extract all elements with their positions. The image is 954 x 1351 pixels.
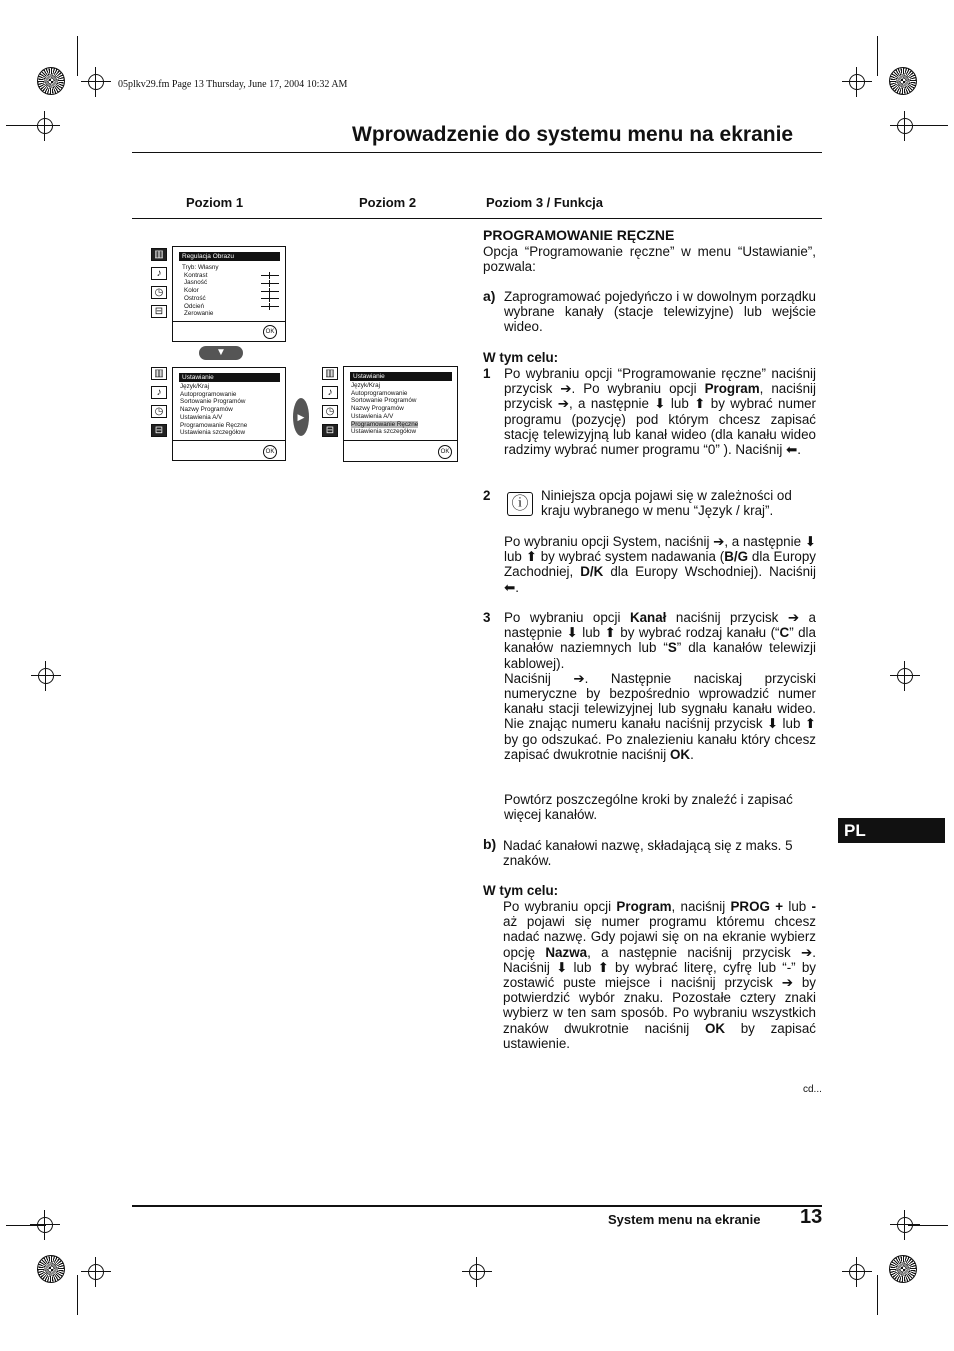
item-b-marker: b) <box>483 836 497 852</box>
column-header-level2: Poziom 2 <box>359 195 417 210</box>
page-title: Wprowadzenie do systemu menu na ekranie <box>352 123 794 146</box>
menu-item: Sortowanie Programów <box>351 397 417 405</box>
registration-mark <box>890 111 920 141</box>
registration-star-bottom-left <box>37 1255 65 1283</box>
step-2-note: Niniejsza opcja pojawi się w zależności od kraju wybranego w menu “Język / kraj”. <box>541 488 792 519</box>
screen-separator <box>173 321 285 322</box>
menu-item: Tryb: Własny <box>182 264 219 271</box>
item-b-instructions: Po wybraniu opcji Program, naciśnij PROG + lub - aż pojawi się numer programu któremu chcesz nadać nazwę. Gdy pojawi się on na ekranie wybierz opcję Nazwa, a następnie naciśnij przycisk ➔. Naciśnij ⬇ lub ⬆ by wybrać literę, cyfrę lub “-” by zostawić puste miejsce i naciśnij przycisk ➔ by potwierdzić wybór znaku. Pozostałe cztery znaki wybierz w ten sam sposób. Po wybraniu wszystkich znaków dwukrotnie naciśnij OK by zapisać ustawienie. <box>503 899 816 1051</box>
step-3-number: 3 <box>483 610 491 625</box>
registration-mark <box>462 1257 492 1287</box>
picture-menu-screen <box>172 246 286 342</box>
setup-menu-icon: ⊟ <box>151 424 167 437</box>
setup-menu-screen-right <box>343 366 458 462</box>
ok-icon: OK <box>263 325 277 339</box>
item-b-text: Nadać kanałowi nazwę, składającą się z maks. 5 znaków. <box>503 838 793 869</box>
picture-menu-icon: ▥ <box>322 367 338 380</box>
ok-icon: OK <box>263 445 277 459</box>
screen-separator <box>173 440 285 441</box>
screen-separator <box>344 440 457 441</box>
step-1-text: Po wybraniu opcji “Programowanie ręczne” naciśnij przycisk ➔. Po wybraniu opcji Program, naciśnij przycisk ➔, a następnie ⬇ lub ⬆ by wybrać numer programu (pozycję) pod którym chcesz zapisać stację telewizyjną lub kanał wideo (dla kanału wideo radzimy wybrać numer programu “0” ). Naciśnij ⬅. <box>504 366 816 458</box>
setup-menu-items <box>180 383 247 437</box>
menu-item: Autoprogramowanie <box>180 390 237 398</box>
step-2-text: Po wybraniu opcji System, naciśnij ➔, a następnie ⬇ lub ⬆ by wybrać system nadawania (B/G dla Europy Zachodniej, D/K dla Europy Wschodniej). Naciśnij ⬅. <box>504 534 816 595</box>
w-tym-celu-heading: W tym celu: <box>483 350 559 365</box>
menu-item: Programowanie Ręczne <box>180 421 248 429</box>
menu-item: Ustawienia szczegółow <box>180 429 246 437</box>
contrast-slider <box>261 275 279 276</box>
crop-line <box>877 36 878 76</box>
crop-line <box>6 1225 46 1226</box>
timer-menu-icon: ◷ <box>151 286 167 299</box>
crop-line <box>908 125 948 126</box>
brightness-slider <box>261 283 279 284</box>
timer-menu-icon: ◷ <box>322 405 338 418</box>
menu-icon-column <box>151 367 169 443</box>
column-header-level1: Poziom 1 <box>186 195 244 210</box>
setup-menu-items <box>351 382 418 436</box>
repeat-paragraph: Powtórz poszczególne kroki by znaleźć i zapisać więcej kanałów. <box>504 792 793 823</box>
menu-item: Kontrast <box>184 271 208 279</box>
registration-star-top-right <box>889 67 917 95</box>
sound-menu-icon: ♪ <box>151 267 167 280</box>
picture-menu-icon: ▥ <box>151 367 167 380</box>
registration-star-bottom-right <box>889 1255 917 1283</box>
setup-menu-screen-left <box>172 367 286 461</box>
menu-item: Nazwy Programów <box>351 405 404 413</box>
menu-item: Ustawienia A/V <box>351 412 394 420</box>
ok-icon: OK <box>438 445 452 459</box>
registration-mark <box>31 661 61 691</box>
registration-mark <box>842 1257 872 1287</box>
menu-item: Zerowanie <box>184 310 214 318</box>
registration-mark <box>30 111 60 141</box>
registration-mark <box>842 67 872 97</box>
crop-line <box>77 1275 78 1315</box>
right-arrow-button-icon: ▶ <box>293 398 309 436</box>
menu-item: Autoprogramowanie <box>351 389 408 397</box>
picture-menu-icon: ▥ <box>151 248 167 261</box>
picture-menu-items <box>182 264 219 318</box>
continued-label: cd... <box>803 1084 822 1095</box>
item-a-text: Zaprogramować pojedyńczo i w dowolnym porządku wybrane kanały (stacje telewizyjne) lub wejście wideo. <box>504 289 816 335</box>
picture-menu-title: Regulacja Obrazu <box>179 252 280 261</box>
menu-item-highlighted: Programowanie Ręczne <box>351 420 419 428</box>
timer-menu-icon: ◷ <box>151 405 167 418</box>
title-rule <box>132 152 822 153</box>
step-2-number: 2 <box>483 488 491 503</box>
crop-line <box>77 36 78 76</box>
footer-section-label: System menu na ekranie <box>608 1212 761 1227</box>
registration-mark <box>81 1257 111 1287</box>
hue-slider <box>261 306 279 307</box>
sound-menu-icon: ♪ <box>151 386 167 399</box>
menu-item: Ustawienia A/V <box>180 413 223 421</box>
setup-menu-icon: ⊟ <box>322 424 338 437</box>
menu-item: Kolor <box>184 287 199 295</box>
step-1-number: 1 <box>483 366 491 381</box>
column-header-rule <box>132 218 822 219</box>
crop-line <box>6 125 46 126</box>
menu-item: Ostrość <box>184 294 206 302</box>
registration-mark <box>81 67 111 97</box>
sharpness-slider <box>261 298 279 299</box>
intro-paragraph: Opcja “Programowanie ręczne” w menu “Ustawianie”, pozwala: <box>483 244 816 275</box>
item-a-marker: a) <box>483 288 496 304</box>
setup-menu-icon: ⊟ <box>151 305 167 318</box>
w-tym-celu-heading: W tym celu: <box>483 883 559 898</box>
section-title: PROGRAMOWANIE RĘCZNE <box>483 227 675 243</box>
menu-item: Odcień <box>184 302 204 310</box>
crop-line <box>877 1275 878 1315</box>
color-slider <box>261 291 279 292</box>
column-header-level3: Poziom 3 / Funkcja <box>486 195 604 210</box>
setup-menu-title: Ustawianie <box>350 372 452 381</box>
file-stamp: 05plkv29.fm Page 13 Thursday, June 17, 2004 10:32 AM <box>118 79 348 90</box>
crop-line <box>908 1225 948 1226</box>
setup-menu-title: Ustawianie <box>179 373 280 382</box>
menu-item: Nazwy Programów <box>180 406 233 414</box>
menu-item: Ustawienia szczegółow <box>351 428 417 436</box>
menu-item: Sortowanie Programów <box>180 398 246 406</box>
page-number: 13 <box>800 1206 823 1228</box>
step-3-text: Po wybraniu opcji Kanał naciśnij przycisk ➔ a następnie ⬇ lub ⬆ by wybrać rodzaj kanału (“C” dla kanałów naziemnych lub “S” dla kanałów telewizji kablowej). Naciśnij ➔. Następnie naciskaj przyciski numeryczne by bezpośrednio wprowadzić numer kanału stacji telewizyjnej lub sygnału kanału wideo. Nie znając numeru kanału naciśnij przycisk ⬇ lub ⬆ by go odszukać. Po znalezieniu kanału który chcesz zapisać dwukrotnie naciśnij OK. <box>504 610 817 762</box>
info-icon: ⓘ <box>507 492 533 516</box>
menu-item: Język/Kraj <box>180 383 210 390</box>
registration-star-top-left <box>37 67 65 95</box>
sound-menu-icon: ♪ <box>322 386 338 399</box>
menu-item: Jasność <box>184 279 208 287</box>
language-tab: PL <box>838 818 945 843</box>
registration-mark <box>890 661 920 691</box>
down-arrow-button-icon: ▼ <box>199 346 243 360</box>
menu-icon-column <box>322 367 340 443</box>
footer-rule <box>132 1205 822 1207</box>
menu-icon-column <box>151 248 169 324</box>
menu-item: Język/Kraj <box>351 382 381 389</box>
